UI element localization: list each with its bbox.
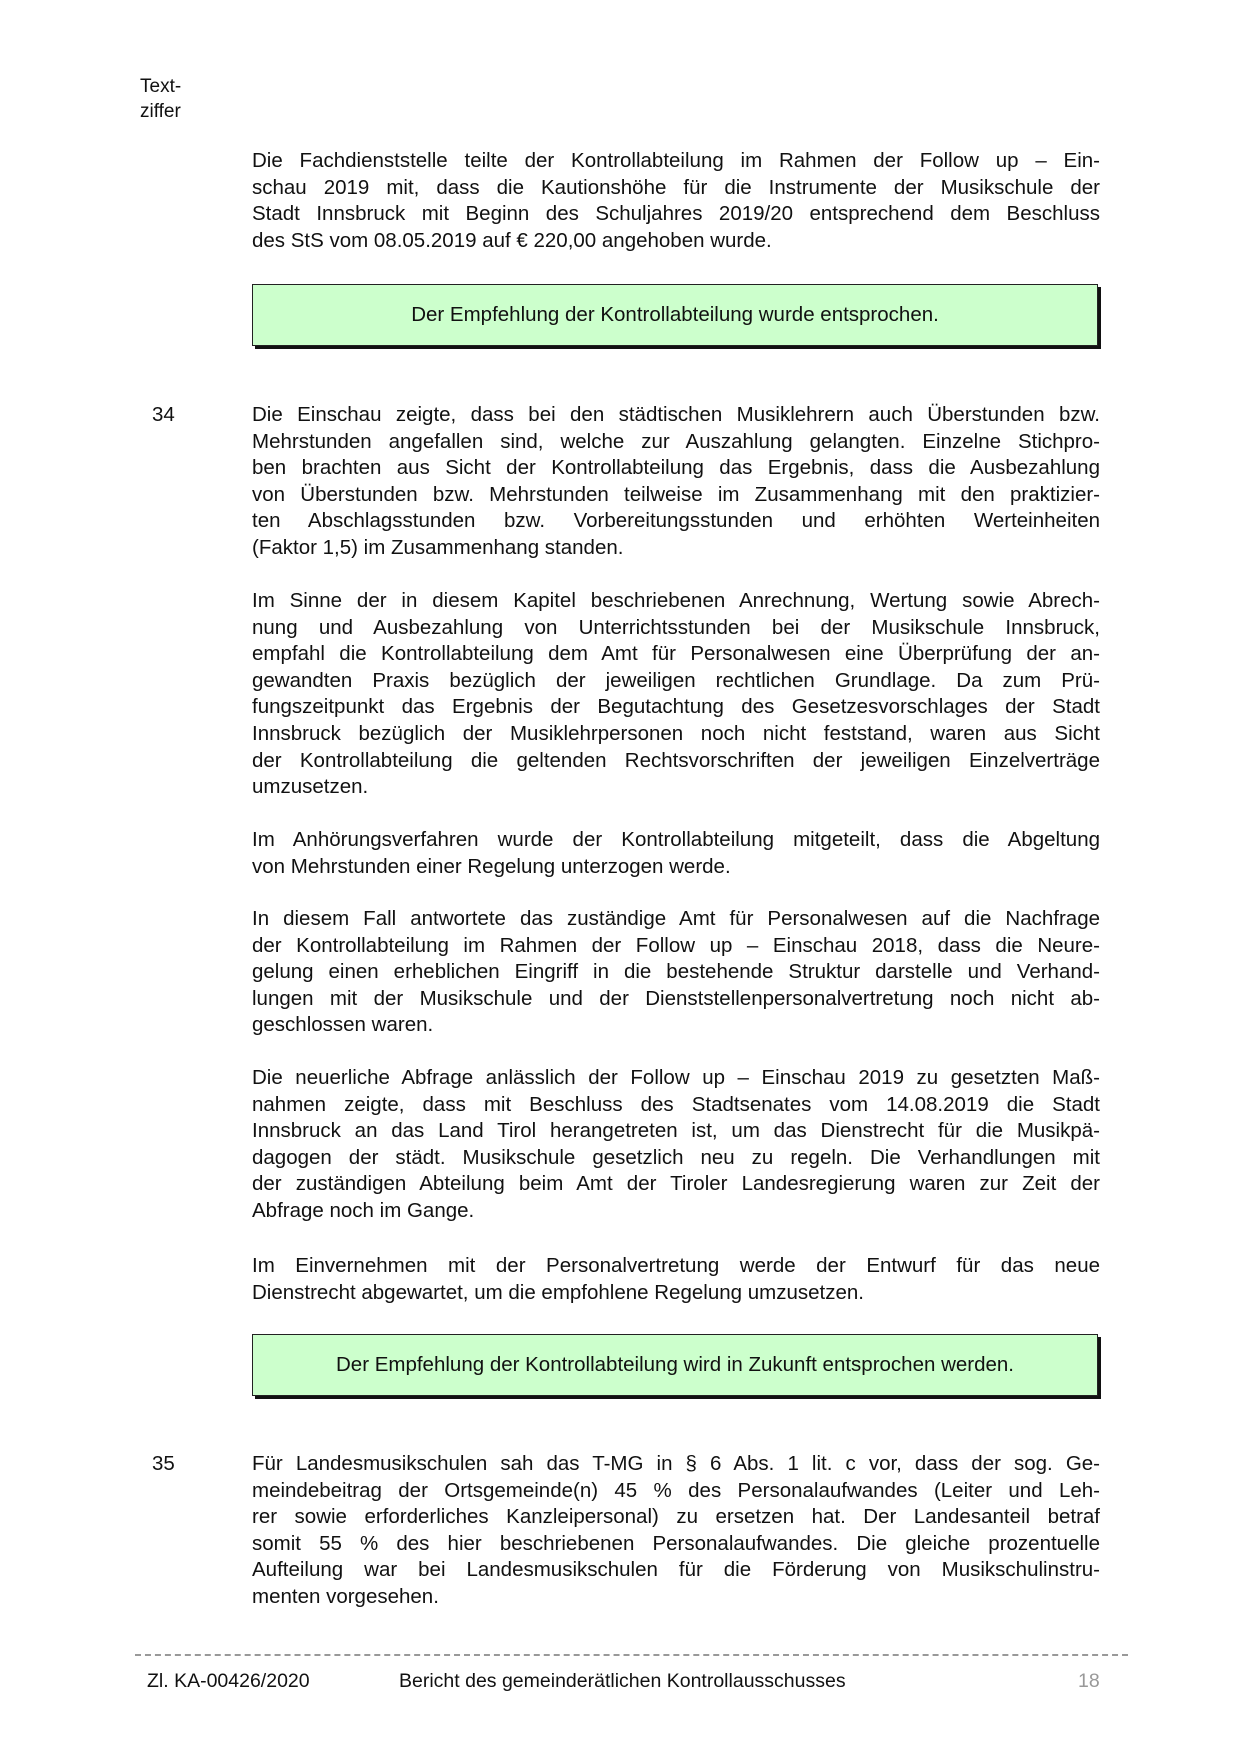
text-line: Innsbruck an das Land Tirol herangetreten ist, um das Dienstrecht für die Musikpä- [252, 1119, 1100, 1143]
text-line: somit 55 % des hier beschriebenen Personalaufwandes. Die gleiche prozentuelle [252, 1531, 1100, 1555]
footer-divider [135, 1654, 1128, 1656]
footer-title: Bericht des gemeinderätlichen Kontrollausschusses [399, 1670, 846, 1692]
text-line: fungszeitpunkt das Ergebnis der Begutachtung des Gesetzesvorschlages der Stadt [252, 695, 1100, 719]
recommendation-text: Der Empfehlung der Kontrollabteilung wurde entsprochen. [411, 303, 939, 326]
text-line: umzusetzen. [252, 775, 369, 799]
margin-label [140, 74, 181, 124]
recommendation-box-future [252, 1334, 1098, 1396]
paragraph-34-4 [252, 906, 1100, 1039]
paragraph-34-5 [252, 1065, 1100, 1225]
text-line: Mehrstunden angefallen sind, welche zur Auszahlung gelangten. Einzelne Stichpro- [252, 429, 1100, 453]
recommendation-box-fulfilled [252, 284, 1098, 346]
text-line: Die neuerliche Abfrage anlässlich der Follow up – Einschau 2019 zu gesetzten Maß- [252, 1066, 1100, 1089]
text-line: ten Abschlagsstunden bzw. Vorbereitungsstunden und erhöhten Werteinheiten [252, 509, 1100, 533]
paragraph-34-6 [252, 1253, 1100, 1306]
paragraph-34-3 [252, 827, 1100, 880]
text-line: von Überstunden bzw. Mehrstunden teilweise im Zusammenhang mit den praktizier- [252, 482, 1100, 506]
text-line: nung und Ausbezahlung von Unterrichtsstunden bei der Musikschule Innsbruck, [252, 615, 1100, 639]
paragraph-35-1 [252, 1451, 1100, 1611]
text-line: Stadt Innsbruck mit Beginn des Schuljahres 2019/20 entsprechend dem Beschluss [252, 202, 1100, 226]
text-line: Für Landesmusikschulen sah das T-MG in § 6 Abs. 1 lit. c vor, dass der sog. Ge- [252, 1452, 1100, 1475]
text-line: empfahl die Kontrollabteilung dem Amt für Personalwesen eine Überprüfung der an- [252, 642, 1100, 666]
recommendation-text: Der Empfehlung der Kontrollabteilung wird in Zukunft entsprochen werden. [335, 1353, 1015, 1376]
text-line: der Kontrollabteilung im Rahmen der Follow up – Einschau 2018, dass die Neure- [252, 933, 1100, 957]
text-line: Abfrage noch im Gange. [252, 1198, 475, 1222]
text-line: Die Einschau zeigte, dass bei den städtischen Musiklehrern auch Überstunden bzw. [252, 403, 1100, 426]
section-number-35: 35 [152, 1452, 175, 1475]
paragraph-intro [252, 148, 1100, 254]
text-line: geschlossen waren. [252, 1013, 434, 1037]
text-line: meindebeitrag der Ortsgemeinde(n) 45 % des Personalaufwandes (Leiter und Leh- [252, 1478, 1100, 1502]
text-line: (Faktor 1,5) im Zusammenhang standen. [252, 535, 624, 559]
text-line: Im Sinne der in diesem Kapitel beschriebenen Anrechnung, Wertung sowie Abrech- [252, 589, 1100, 612]
paragraph-34-2 [252, 588, 1100, 801]
text-line: Dienstrecht abgewartet, um die empfohlene Regelung umzusetzen. [252, 1280, 864, 1304]
text-line: von Mehrstunden einer Regelung unterzogen werde. [252, 854, 731, 878]
text-line: Innsbruck bezüglich der Musiklehrpersonen noch nicht feststand, waren aus Sicht [252, 721, 1100, 745]
text-line: In diesem Fall antwortete das zuständige Amt für Personalwesen auf die Nachfrage [252, 907, 1100, 930]
text-line: gelung einen erheblichen Eingriff in die bestehende Struktur darstelle und Verhand- [252, 960, 1100, 984]
text-line: menten vorgesehen. [252, 1584, 439, 1608]
text-line: schau 2019 mit, dass die Kautionshöhe für die Instrumente der Musikschule der [252, 175, 1100, 199]
text-line: des StS vom 08.05.2019 auf € 220,00 angehoben wurde. [252, 228, 772, 252]
margin-label-line-2: ziffer [140, 101, 181, 122]
text-line: gewandten Praxis bezüglich der jeweiligen rechtlichen Grundlage. Da zum Prü- [252, 668, 1100, 692]
margin-label-line-1: Text- [140, 76, 182, 97]
text-line: lungen mit der Musikschule und der Dienststellenpersonalvertretung noch nicht ab- [252, 986, 1100, 1010]
text-line: ben brachten aus Sicht der Kontrollabteilung das Ergebnis, dass die Ausbezahlung [252, 456, 1100, 480]
text-line: Im Anhörungsverfahren wurde der Kontrollabteilung mitgeteilt, dass die Abgeltung [252, 828, 1100, 851]
text-line: nahmen zeigte, dass mit Beschluss des Stadtsenates vom 14.08.2019 die Stadt [252, 1092, 1100, 1116]
paragraph-34-1 [252, 402, 1100, 562]
text-line: dagogen der städt. Musikschule gesetzlich neu zu regeln. Die Verhandlungen mit [252, 1145, 1100, 1169]
section-number-34: 34 [152, 403, 175, 426]
page-number: 18 [1078, 1670, 1100, 1692]
text-line: Im Einvernehmen mit der Personalvertretung werde der Entwurf für das neue [252, 1254, 1100, 1277]
footer-reference: Zl. KA-00426/2020 [147, 1670, 310, 1692]
text-line: der zuständigen Abteilung beim Amt der Tiroler Landesregierung waren zur Zeit der [252, 1172, 1100, 1196]
text-line: rer sowie erforderliches Kanzleipersonal) zu ersetzen hat. Der Landesanteil betraf [252, 1505, 1100, 1529]
text-line: der Kontrollabteilung die geltenden Rechtsvorschriften der jeweiligen Einzelverträge [252, 748, 1100, 772]
text-line: Die Fachdienststelle teilte der Kontrollabteilung im Rahmen der Follow up – Ein- [252, 149, 1100, 172]
text-line: Aufteilung war bei Landesmusikschulen für die Förderung von Musikschulinstru- [252, 1558, 1100, 1582]
